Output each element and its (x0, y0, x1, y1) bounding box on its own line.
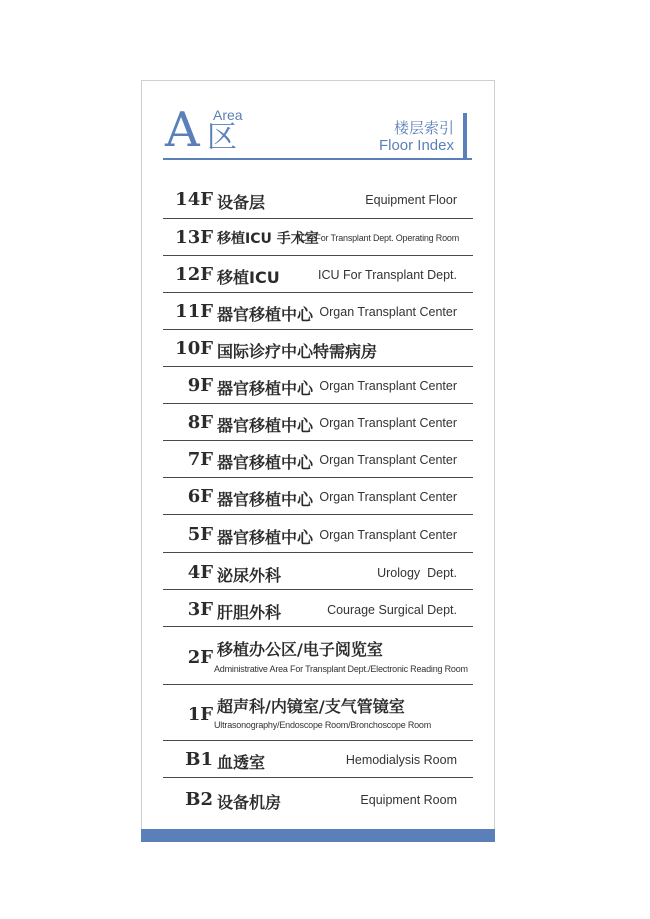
floor-name-zh: 超声科/内镜室/支气管镜室 (217, 697, 405, 716)
area-word: Area (213, 107, 243, 123)
floor-name-zh: 器官移植中心 (217, 528, 314, 547)
floor-name-en: Organ Transplant Center (319, 305, 457, 319)
floor-number: 6F (187, 486, 213, 507)
floor-name-zh: 泌尿外科 (217, 566, 282, 585)
header-divider (163, 158, 472, 160)
floor-name-en: Equipment Floor (365, 193, 457, 207)
floor-number: 2F (187, 647, 213, 668)
floor-row-9f (163, 367, 473, 404)
floor-name-zh: 国际诊疗中心特需病房 (217, 342, 378, 361)
floor-index-title-zh: 楼层索引 (393, 119, 454, 137)
floor-number: 1F (187, 704, 213, 725)
floor-name-en: Organ Transplant Center (319, 528, 457, 542)
floor-number: 9F (187, 375, 213, 396)
floor-row-5f (163, 515, 473, 553)
floor-name-zh: 设备层 (217, 193, 266, 212)
floor-row-7f (163, 441, 473, 478)
floor-name-en: Hemodialysis Room (345, 753, 457, 767)
area-zh: 区 (207, 120, 237, 155)
floor-name-zh: 移植办公区/电子阅览室 (217, 640, 383, 659)
floor-number: 11F (175, 301, 213, 322)
floor-name-zh: 器官移植中心 (217, 379, 314, 398)
floor-name-zh: 器官移植中心 (217, 453, 314, 472)
floor-number: 7F (187, 449, 213, 470)
area-letter: A (165, 102, 200, 158)
floor-row-1f (163, 685, 473, 741)
floor-name-en: Organ Transplant Center (319, 453, 457, 467)
floor-name-zh: 移植ICU 手术室 (217, 231, 319, 247)
floor-row-3f (163, 590, 473, 627)
floor-row-6f (163, 478, 473, 515)
header-accent-bar (463, 113, 467, 159)
floor-name-en: Equipment Room (360, 793, 457, 807)
floor-name-en: Ultrasonography/Endoscope Room/Bronchoscope Room (214, 720, 432, 730)
floor-name-zh: 移植ICU (217, 268, 280, 287)
floor-row-13f (163, 219, 473, 256)
floor-row-b1 (163, 741, 473, 778)
floor-name-zh: 器官移植中心 (217, 305, 314, 324)
floor-row-8f (163, 404, 473, 441)
floor-number: 3F (187, 599, 213, 620)
floor-name-zh: 肝胆外科 (217, 603, 282, 622)
floor-name-en: Organ Transplant Center (319, 490, 457, 504)
floor-number: 10F (175, 338, 213, 359)
floor-row-b2 (163, 778, 473, 818)
floor-name-zh: 器官移植中心 (217, 416, 314, 435)
floor-row-12f (163, 256, 473, 293)
floor-number: B1 (185, 749, 213, 770)
floor-name-en: Courage Surgical Dept. (327, 603, 457, 617)
footer-accent-bar (141, 829, 495, 842)
floor-name-en: Urology Dept. (377, 566, 457, 580)
floor-index-title-en: Floor Index (378, 137, 454, 154)
floor-name-en: ICU For Transplant Dept. (318, 268, 457, 282)
floor-name-en: Organ Transplant Center (319, 416, 457, 430)
floor-number: 13F (175, 227, 213, 248)
floor-name-zh: 设备机房 (217, 793, 282, 812)
floor-name-zh: 器官移植中心 (217, 490, 314, 509)
floor-row-14f (163, 180, 473, 219)
floor-number: 8F (187, 412, 213, 433)
floor-name-en: Administrative Area For Transplant Dept./Electronic Reading Room (214, 664, 468, 674)
floor-number: 5F (187, 524, 213, 545)
floor-number: B2 (185, 789, 213, 810)
floor-name-zh: 血透室 (217, 753, 266, 772)
floor-row-11f (163, 293, 473, 330)
floor-row-4f (163, 553, 473, 590)
floor-number: 14F (175, 189, 213, 210)
floor-name-en: Organ Transplant Center (319, 379, 457, 393)
floor-number: 4F (187, 562, 213, 583)
floor-name-en: ICU For Transplant Dept. Operating Room (298, 233, 459, 243)
floor-row-2f (163, 627, 473, 685)
floor-number: 12F (175, 264, 213, 285)
floor-row-10f (163, 330, 473, 367)
